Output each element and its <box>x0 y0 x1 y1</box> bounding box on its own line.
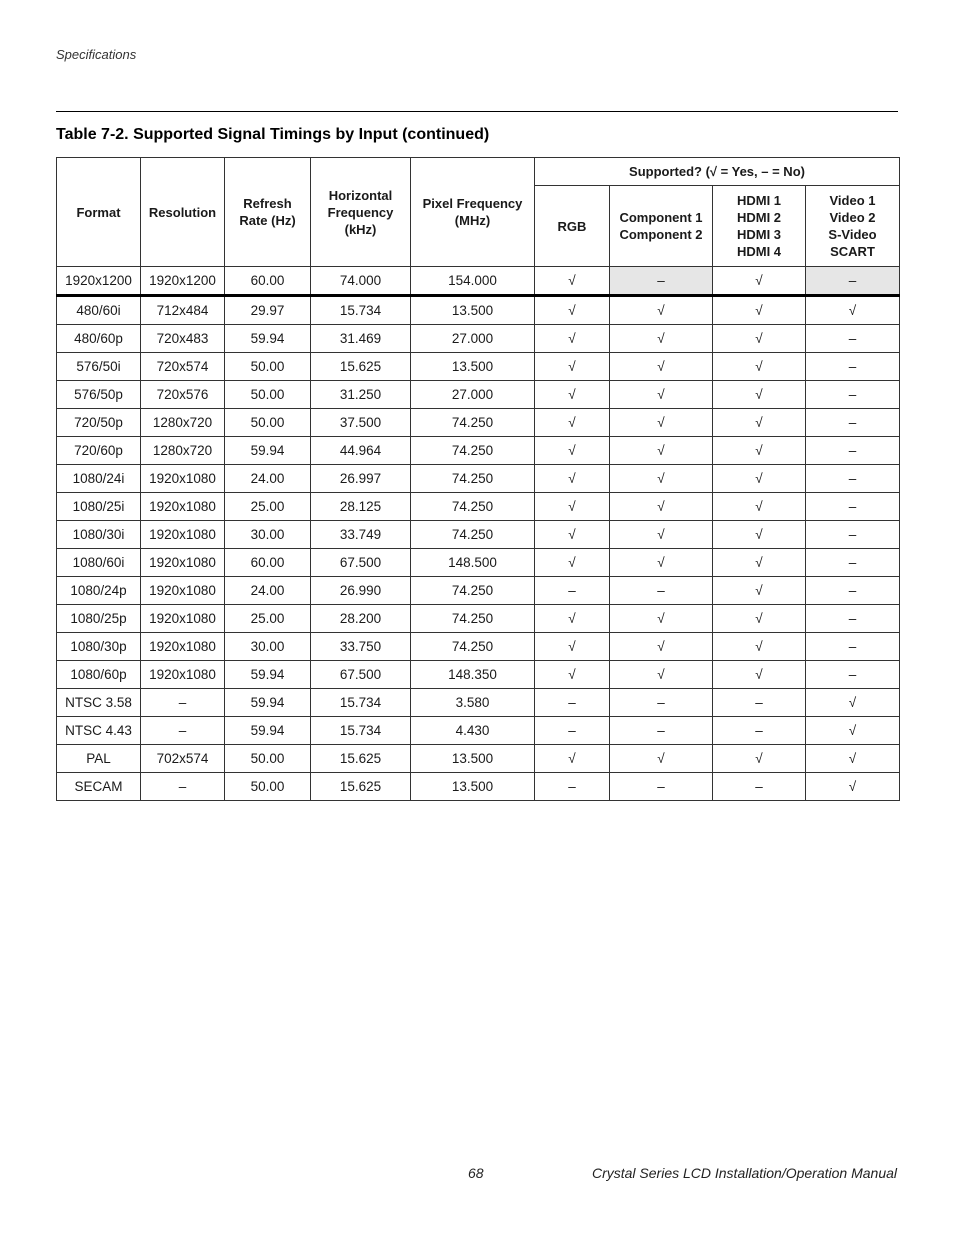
cell-rgb: √ <box>535 296 610 325</box>
cell-component: √ <box>610 521 713 549</box>
cell-component: √ <box>610 325 713 353</box>
table-row <box>57 493 900 521</box>
cell-resolution: 720x576 <box>141 381 225 409</box>
cell-refresh-rate: 29.97 <box>225 296 311 325</box>
table-row <box>57 325 900 353</box>
cell-horizontal-frequency: 15.625 <box>311 745 411 773</box>
cell-refresh-rate: 50.00 <box>225 409 311 437</box>
cell-horizontal-frequency: 67.500 <box>311 549 411 577</box>
cell-hdmi: – <box>713 773 806 801</box>
cell-pixel-frequency: 148.500 <box>411 549 535 577</box>
cell-hdmi: – <box>713 717 806 745</box>
cell-format: 1080/30i <box>57 521 141 549</box>
cell-pixel-frequency: 74.250 <box>411 605 535 633</box>
table-row <box>57 577 900 605</box>
cell-format: PAL <box>57 745 141 773</box>
cell-refresh-rate: 50.00 <box>225 381 311 409</box>
cell-pixel-frequency: 13.500 <box>411 296 535 325</box>
cell-rgb: – <box>535 717 610 745</box>
cell-video: – <box>806 437 900 465</box>
cell-component: √ <box>610 437 713 465</box>
cell-format: 1080/60i <box>57 549 141 577</box>
cell-refresh-rate: 59.94 <box>225 689 311 717</box>
cell-rgb: – <box>535 773 610 801</box>
cell-rgb: – <box>535 689 610 717</box>
table-row <box>57 773 900 801</box>
cell-hdmi: √ <box>713 549 806 577</box>
cell-component: – <box>610 773 713 801</box>
table-row <box>57 409 900 437</box>
cell-horizontal-frequency: 67.500 <box>311 661 411 689</box>
cell-component: √ <box>610 381 713 409</box>
cell-hdmi: √ <box>713 605 806 633</box>
col-header-refresh: Refresh Rate (Hz) <box>225 158 311 267</box>
cell-video: – <box>806 325 900 353</box>
cell-rgb: √ <box>535 267 610 296</box>
table-row <box>57 353 900 381</box>
cell-refresh-rate: 30.00 <box>225 633 311 661</box>
cell-pixel-frequency: 13.500 <box>411 773 535 801</box>
cell-video: – <box>806 493 900 521</box>
cell-video: – <box>806 549 900 577</box>
cell-horizontal-frequency: 28.125 <box>311 493 411 521</box>
cell-rgb: √ <box>535 661 610 689</box>
cell-video: – <box>806 409 900 437</box>
cell-hdmi: √ <box>713 325 806 353</box>
cell-resolution: 720x574 <box>141 353 225 381</box>
cell-hdmi: √ <box>713 353 806 381</box>
cell-hdmi: √ <box>713 465 806 493</box>
table-row <box>57 661 900 689</box>
cell-format: 1080/25p <box>57 605 141 633</box>
cell-refresh-rate: 59.94 <box>225 437 311 465</box>
cell-pixel-frequency: 74.250 <box>411 493 535 521</box>
cell-horizontal-frequency: 15.734 <box>311 717 411 745</box>
cell-component: – <box>610 267 713 296</box>
cell-refresh-rate: 25.00 <box>225 605 311 633</box>
cell-component: √ <box>610 661 713 689</box>
cell-rgb: √ <box>535 745 610 773</box>
col-header-horizontal: Horizontal Frequency (kHz) <box>311 158 411 267</box>
cell-format: 480/60i <box>57 296 141 325</box>
cell-rgb: √ <box>535 605 610 633</box>
cell-hdmi: √ <box>713 521 806 549</box>
table-row <box>57 521 900 549</box>
cell-hdmi: √ <box>713 493 806 521</box>
cell-hdmi: √ <box>713 745 806 773</box>
cell-format: 1080/30p <box>57 633 141 661</box>
cell-hdmi: – <box>713 689 806 717</box>
col-header-supported: Supported? (√ = Yes, – = No) <box>535 158 900 186</box>
cell-refresh-rate: 59.94 <box>225 325 311 353</box>
cell-video: – <box>806 267 900 296</box>
cell-pixel-frequency: 13.500 <box>411 353 535 381</box>
cell-video: – <box>806 577 900 605</box>
cell-format: 720/60p <box>57 437 141 465</box>
cell-horizontal-frequency: 31.250 <box>311 381 411 409</box>
table-row <box>57 717 900 745</box>
table-row <box>57 437 900 465</box>
cell-format: 480/60p <box>57 325 141 353</box>
cell-rgb: √ <box>535 381 610 409</box>
table-row <box>57 296 900 325</box>
cell-component: √ <box>610 633 713 661</box>
cell-pixel-frequency: 74.250 <box>411 521 535 549</box>
cell-component: √ <box>610 353 713 381</box>
cell-rgb: √ <box>535 409 610 437</box>
cell-refresh-rate: 24.00 <box>225 465 311 493</box>
cell-component: – <box>610 717 713 745</box>
cell-video: √ <box>806 689 900 717</box>
cell-refresh-rate: 25.00 <box>225 493 311 521</box>
cell-refresh-rate: 24.00 <box>225 577 311 605</box>
cell-resolution: – <box>141 773 225 801</box>
cell-format: 1080/60p <box>57 661 141 689</box>
header-rule <box>56 111 898 112</box>
cell-pixel-frequency: 74.250 <box>411 633 535 661</box>
cell-resolution: 1920x1080 <box>141 577 225 605</box>
cell-video: – <box>806 381 900 409</box>
cell-format: NTSC 3.58 <box>57 689 141 717</box>
cell-refresh-rate: 50.00 <box>225 773 311 801</box>
cell-video: – <box>806 521 900 549</box>
cell-video: – <box>806 633 900 661</box>
cell-horizontal-frequency: 15.734 <box>311 296 411 325</box>
cell-hdmi: √ <box>713 577 806 605</box>
cell-hdmi: √ <box>713 296 806 325</box>
table-row <box>57 633 900 661</box>
cell-pixel-frequency: 27.000 <box>411 325 535 353</box>
cell-rgb: √ <box>535 521 610 549</box>
cell-horizontal-frequency: 26.997 <box>311 465 411 493</box>
cell-resolution: – <box>141 717 225 745</box>
cell-horizontal-frequency: 26.990 <box>311 577 411 605</box>
manual-title: Crystal Series LCD Installation/Operation Manual <box>591 1165 897 1181</box>
cell-horizontal-frequency: 33.750 <box>311 633 411 661</box>
cell-resolution: 1920x1080 <box>141 633 225 661</box>
col-header-format: Format <box>57 158 141 267</box>
cell-rgb: √ <box>535 493 610 521</box>
cell-pixel-frequency: 74.250 <box>411 465 535 493</box>
table-row <box>57 605 900 633</box>
cell-pixel-frequency: 148.350 <box>411 661 535 689</box>
col-header-video: Video 1 Video 2 S-Video SCART <box>806 186 900 267</box>
cell-video: √ <box>806 717 900 745</box>
table-row <box>57 689 900 717</box>
signal-timings-table <box>56 157 900 801</box>
table-title: Table 7-2. Supported Signal Timings by Input (continued) <box>56 126 490 143</box>
cell-format: 1080/24p <box>57 577 141 605</box>
cell-horizontal-frequency: 28.200 <box>311 605 411 633</box>
cell-resolution: 1920x1080 <box>141 465 225 493</box>
running-head: Specifications <box>56 47 137 62</box>
cell-refresh-rate: 50.00 <box>225 745 311 773</box>
cell-horizontal-frequency: 37.500 <box>311 409 411 437</box>
cell-refresh-rate: 30.00 <box>225 521 311 549</box>
table-row <box>57 745 900 773</box>
cell-horizontal-frequency: 44.964 <box>311 437 411 465</box>
cell-format: 1920x1200 <box>57 267 141 296</box>
cell-format: 1080/25i <box>57 493 141 521</box>
cell-pixel-frequency: 4.430 <box>411 717 535 745</box>
cell-resolution: 1280x720 <box>141 437 225 465</box>
cell-component: √ <box>610 493 713 521</box>
cell-format: 720/50p <box>57 409 141 437</box>
cell-pixel-frequency: 13.500 <box>411 745 535 773</box>
cell-resolution: 712x484 <box>141 296 225 325</box>
cell-video: – <box>806 661 900 689</box>
cell-video: √ <box>806 773 900 801</box>
cell-hdmi: √ <box>713 437 806 465</box>
page-number: 68 <box>468 1165 484 1181</box>
cell-component: √ <box>610 409 713 437</box>
table-body <box>57 267 900 801</box>
cell-resolution: 1920x1080 <box>141 493 225 521</box>
cell-refresh-rate: 50.00 <box>225 353 311 381</box>
cell-pixel-frequency: 74.250 <box>411 437 535 465</box>
cell-format: 576/50i <box>57 353 141 381</box>
cell-refresh-rate: 60.00 <box>225 267 311 296</box>
cell-resolution: 1920x1080 <box>141 661 225 689</box>
cell-pixel-frequency: 3.580 <box>411 689 535 717</box>
cell-horizontal-frequency: 15.734 <box>311 689 411 717</box>
cell-rgb: – <box>535 577 610 605</box>
cell-hdmi: √ <box>713 661 806 689</box>
cell-rgb: √ <box>535 325 610 353</box>
cell-horizontal-frequency: 74.000 <box>311 267 411 296</box>
cell-video: √ <box>806 745 900 773</box>
cell-component: √ <box>610 296 713 325</box>
cell-format: NTSC 4.43 <box>57 717 141 745</box>
cell-hdmi: √ <box>713 633 806 661</box>
cell-rgb: √ <box>535 437 610 465</box>
cell-horizontal-frequency: 31.469 <box>311 325 411 353</box>
cell-resolution: 702x574 <box>141 745 225 773</box>
cell-component: – <box>610 689 713 717</box>
cell-rgb: √ <box>535 633 610 661</box>
cell-refresh-rate: 59.94 <box>225 661 311 689</box>
cell-hdmi: √ <box>713 267 806 296</box>
col-header-pixel-frequency: Pixel Frequency (MHz) <box>411 158 535 267</box>
cell-horizontal-frequency: 15.625 <box>311 353 411 381</box>
cell-rgb: √ <box>535 353 610 381</box>
cell-video: – <box>806 353 900 381</box>
cell-component: – <box>610 577 713 605</box>
col-header-hdmi: HDMI 1 HDMI 2 HDMI 3 HDMI 4 <box>713 186 806 267</box>
cell-resolution: 1920x1080 <box>141 521 225 549</box>
cell-format: 1080/24i <box>57 465 141 493</box>
cell-resolution: 720x483 <box>141 325 225 353</box>
cell-pixel-frequency: 154.000 <box>411 267 535 296</box>
cell-format: SECAM <box>57 773 141 801</box>
cell-resolution: 1920x1200 <box>141 267 225 296</box>
cell-hdmi: √ <box>713 409 806 437</box>
cell-hdmi: √ <box>713 381 806 409</box>
cell-horizontal-frequency: 33.749 <box>311 521 411 549</box>
cell-pixel-frequency: 74.250 <box>411 409 535 437</box>
table-row <box>57 381 900 409</box>
cell-video: √ <box>806 296 900 325</box>
col-header-resolution: Resolution <box>141 158 225 267</box>
cell-refresh-rate: 59.94 <box>225 717 311 745</box>
cell-resolution: – <box>141 689 225 717</box>
cell-component: √ <box>610 465 713 493</box>
table-row <box>57 267 900 296</box>
cell-resolution: 1920x1080 <box>141 605 225 633</box>
col-header-rgb: RGB <box>535 186 610 267</box>
cell-resolution: 1920x1080 <box>141 549 225 577</box>
cell-pixel-frequency: 74.250 <box>411 577 535 605</box>
cell-resolution: 1280x720 <box>141 409 225 437</box>
cell-video: – <box>806 465 900 493</box>
cell-rgb: √ <box>535 465 610 493</box>
cell-refresh-rate: 60.00 <box>225 549 311 577</box>
cell-component: √ <box>610 605 713 633</box>
cell-horizontal-frequency: 15.625 <box>311 773 411 801</box>
cell-video: – <box>806 605 900 633</box>
cell-rgb: √ <box>535 549 610 577</box>
table-row <box>57 549 900 577</box>
cell-format: 576/50p <box>57 381 141 409</box>
cell-pixel-frequency: 27.000 <box>411 381 535 409</box>
cell-component: √ <box>610 549 713 577</box>
cell-component: √ <box>610 745 713 773</box>
col-header-component: Component 1 Component 2 <box>610 186 713 267</box>
table-row <box>57 465 900 493</box>
